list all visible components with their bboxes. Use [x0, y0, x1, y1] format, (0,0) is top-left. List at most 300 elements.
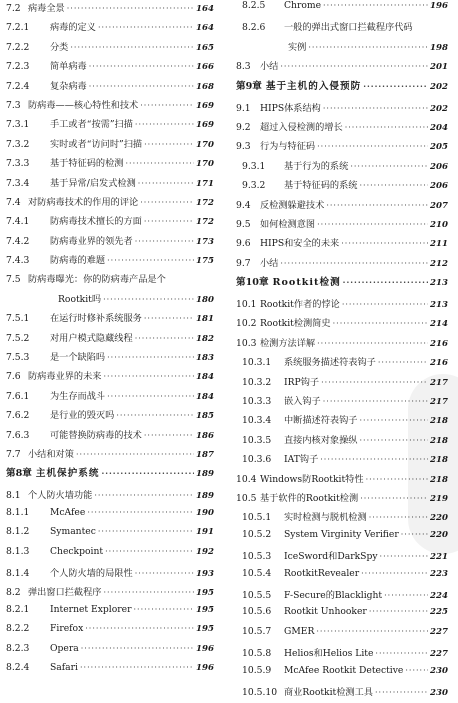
toc-entry-number: 10.4	[236, 473, 257, 485]
dot-leader	[375, 688, 428, 697]
toc-entry-number: 7.6.2	[6, 410, 30, 422]
toc-entry-title: 个人防火墙的局限性	[50, 567, 133, 579]
toc-entry	[6, 388, 214, 407]
toc-entry	[6, 58, 214, 77]
toc-entry-number: 9.3.1	[242, 160, 266, 172]
toc-entry	[6, 291, 214, 310]
toc-entry	[6, 565, 214, 584]
dot-leader	[94, 491, 194, 500]
toc-entry-title: 防病毒技术擅长的方面	[50, 216, 142, 228]
toc-left-column	[6, 0, 214, 681]
toc-entry-number: 10.5.3	[242, 551, 272, 563]
toc-entry-page-number: 164	[196, 23, 214, 34]
toc-entry-page-number: 220	[430, 513, 448, 524]
dot-leader	[103, 295, 194, 304]
toc-entry	[6, 136, 214, 155]
toc-entry-page-number: 206	[430, 181, 448, 192]
toc-entry-number: 7.4.2	[6, 235, 30, 247]
toc-entry-title: 在运行时修补系统服务	[50, 313, 142, 325]
toc-entry-title: 手工或者“按需”扫描	[50, 119, 133, 131]
toc-entry	[236, 587, 448, 606]
dot-leader	[326, 201, 428, 210]
toc-entry-page-number: 213	[430, 278, 448, 289]
dot-leader	[135, 237, 194, 246]
toc-entry	[236, 177, 448, 196]
toc-entry-page-number: 204	[430, 122, 448, 133]
toc-entry-number: 10.3.5	[242, 434, 272, 446]
toc-entry-number: 8.2.3	[6, 642, 30, 654]
toc-entry-title: 超过入侵检测的增长	[260, 121, 343, 133]
toc-entry-title: Helios和Helios Lite	[284, 648, 374, 660]
toc-entry-page-number: 227	[430, 649, 448, 660]
toc-entry-title: 反检测躲避技术	[260, 199, 325, 211]
toc-entry	[236, 197, 448, 216]
toc-entry-page-number: 185	[196, 411, 214, 422]
toc-entry-page-number: 181	[196, 314, 214, 325]
toc-entry	[236, 665, 448, 684]
toc-entry-title: GMER	[284, 625, 315, 637]
toc-entry-title: Rootkit吗	[58, 293, 102, 305]
dot-leader	[333, 319, 428, 328]
toc-entry-page-number: 206	[430, 161, 448, 172]
dot-leader	[144, 217, 194, 226]
toc-entry-number: 8.2	[6, 587, 21, 599]
toc-entry-page-number: 207	[430, 200, 448, 211]
toc-entry	[6, 368, 214, 387]
dot-leader	[323, 1, 428, 10]
toc-entry-page-number: 164	[196, 4, 214, 14]
toc-entry	[236, 19, 448, 38]
toc-entry-number: 10.5.4	[242, 567, 272, 579]
toc-entry-number: 7.2.3	[6, 61, 30, 73]
toc-entry-page-number: 173	[196, 236, 214, 247]
toc-entry-page-number: 184	[196, 372, 214, 383]
toc-entry-number: 7.7	[6, 448, 21, 460]
toc-entry	[236, 335, 448, 354]
toc-entry-title: 小结	[260, 257, 279, 269]
toc-entry-title: 是一个缺陷吗	[50, 352, 106, 364]
dot-leader	[384, 591, 428, 600]
toc-entry-number: 10.3.3	[242, 396, 272, 408]
toc-entry	[236, 606, 448, 625]
toc-entry	[6, 446, 214, 465]
toc-entry-page-number: 193	[196, 568, 214, 579]
toc-entry-title: 对用户模式隐藏线程	[50, 332, 133, 344]
toc-entry-page-number: 172	[196, 217, 214, 228]
toc-entry-page-number: 221	[430, 552, 448, 563]
toc-entry-number: 10.5.5	[242, 589, 272, 601]
toc-entry-number: 9.3	[236, 141, 251, 153]
dot-leader	[135, 569, 194, 578]
dot-leader	[135, 120, 194, 129]
toc-entry-page-number: 224	[430, 590, 448, 601]
toc-entry-number: 7.3.4	[6, 177, 30, 189]
toc-entry-page-number: 218	[430, 435, 448, 446]
toc-entry-title: Symantec	[50, 526, 96, 538]
toc-entry	[6, 623, 214, 642]
toc-entry-number: 9.2	[236, 121, 251, 133]
toc-entry-number: 9.5	[236, 218, 251, 230]
toc-entry	[6, 427, 214, 446]
toc-entry-page-number: 196	[430, 1, 448, 11]
toc-entry-title: 为生存而战斗	[50, 390, 106, 402]
toc-entry-title: 实时或者“访问时”扫描	[50, 138, 143, 150]
toc-entry-number: 9.4	[236, 199, 251, 211]
toc-entry-page-number: 182	[196, 333, 214, 344]
toc-entry-page-number: 198	[430, 42, 448, 53]
dot-leader	[341, 239, 428, 248]
toc-entry-page-number: 196	[196, 662, 214, 673]
toc-entry-page-number: 195	[196, 604, 214, 615]
toc-entry	[6, 526, 214, 545]
toc-entry-title: 主机保护系统	[35, 468, 100, 480]
toc-entry	[236, 548, 448, 567]
toc-entry	[6, 213, 214, 232]
toc-entry-title: 检测方法详解	[260, 337, 316, 349]
dot-leader	[369, 607, 428, 616]
toc-entry	[6, 546, 214, 565]
toc-entry-number: 7.5	[6, 274, 21, 286]
toc-entry-title: Chrome	[284, 0, 322, 11]
toc-entry-title: 防病毒的难题	[50, 255, 106, 267]
toc-entry	[6, 604, 214, 623]
toc-entry-number: 7.6.3	[6, 429, 30, 441]
toc-entry	[6, 19, 214, 38]
toc-entry	[6, 330, 214, 349]
toc-entry-number: 8.2.4	[6, 661, 30, 673]
toc-entry-page-number: 202	[430, 103, 448, 114]
toc-entry-number: 8.1	[6, 490, 21, 502]
dot-leader	[280, 259, 428, 268]
toc-entry-number: 7.5.1	[6, 313, 30, 325]
toc-entry-title: 对防病毒技术的作用的评论	[28, 196, 139, 208]
toc-entry	[6, 310, 214, 329]
dot-leader	[350, 162, 428, 171]
dot-leader	[321, 378, 428, 387]
toc-entry-page-number: 202	[430, 81, 448, 92]
toc-entry-title: 复杂病毒	[50, 80, 87, 92]
dot-leader	[360, 181, 429, 190]
toc-entry	[6, 175, 214, 194]
toc-entry-title: 商业Rootkit检测工具	[284, 686, 373, 698]
toc-entry-number: 8.2.1	[6, 603, 30, 615]
toc-entry-page-number: 227	[430, 626, 448, 637]
toc-entry-page-number: 225	[430, 607, 448, 618]
toc-entry-number: 8.3	[236, 61, 251, 73]
toc-entry-page-number: 170	[196, 159, 214, 170]
toc-entry-number: 10.5.6	[242, 606, 272, 618]
toc-entry-number: 10.3.6	[242, 454, 272, 466]
toc-entry	[6, 407, 214, 426]
toc-entry-page-number: 217	[430, 377, 448, 388]
toc-entry-number: 10.5.8	[242, 648, 272, 660]
toc-entry-page-number: 218	[430, 455, 448, 466]
dot-leader	[380, 552, 429, 561]
toc-entry	[236, 626, 448, 645]
toc-entry-title: 防病毒曝光：你的防病毒产品是个	[28, 274, 166, 286]
toc-entry-number: 10.3	[236, 337, 257, 349]
toc-entry-page-number: 172	[196, 197, 214, 208]
dot-leader	[101, 468, 194, 478]
toc-entry-title: 直接内核对象操纵	[284, 434, 358, 446]
dot-leader	[361, 569, 428, 578]
toc-entry-number: 8.1.4	[6, 567, 30, 579]
toc-entry	[236, 58, 448, 77]
toc-entry-title: 弹出窗口拦截程序	[28, 587, 102, 599]
toc-entry-number: 8.2.6	[242, 22, 266, 34]
toc-entry-number: 10.5.9	[242, 664, 272, 676]
toc-entry-page-number: 171	[196, 178, 214, 189]
dot-leader	[308, 43, 428, 52]
toc-entry	[236, 138, 448, 157]
toc-entry-number: 8.2.2	[6, 623, 30, 635]
toc-entry-number: 第10章	[236, 277, 269, 289]
toc-entry-page-number: 218	[430, 416, 448, 427]
toc-entry-title: HIPS体系结构	[260, 102, 321, 114]
toc-entry-page-number: 180	[196, 294, 214, 305]
toc-entry-page-number: 212	[430, 258, 448, 269]
toc-entry-title: McAfee Rootkit Detective	[284, 664, 404, 676]
toc-entry-number: 8.2.5	[242, 0, 266, 11]
toc-entry	[6, 252, 214, 271]
toc-entry-page-number: 192	[196, 546, 214, 557]
toc-entry-title: 一般的弹出式窗口拦截程序代码	[284, 22, 413, 34]
dot-leader	[89, 62, 194, 71]
toc-entry-title: 嵌入钩子	[284, 396, 321, 408]
toc-chapter-entry	[6, 465, 214, 487]
dot-leader	[89, 82, 194, 91]
toc-entry-number: 8.1.1	[6, 506, 30, 518]
toc-entry-number: 7.4	[6, 196, 21, 208]
dot-leader	[363, 81, 428, 91]
toc-entry	[6, 116, 214, 135]
dot-leader	[126, 159, 195, 168]
toc-entry	[236, 684, 448, 703]
toc-entry-page-number: 175	[196, 256, 214, 267]
toc-entry-page-number: 211	[430, 239, 448, 250]
toc-entry-page-number: 191	[196, 527, 214, 538]
toc-entry-number: 9.3.2	[242, 180, 266, 192]
dot-leader	[343, 277, 428, 287]
toc-entry	[6, 155, 214, 174]
toc-entry-title: System Virginity Verifier	[284, 528, 399, 540]
toc-entry	[6, 78, 214, 97]
toc-entry-title: 基于软件的Rootkit检测	[260, 492, 359, 504]
toc-entry	[236, 255, 448, 274]
dot-leader	[85, 624, 194, 633]
toc-entry	[6, 584, 214, 603]
toc-entry	[6, 662, 214, 681]
toc-entry-title: 简单病毒	[50, 61, 87, 73]
dot-leader	[323, 104, 428, 113]
toc-entry-title: Windows防Rootkit特性	[260, 473, 364, 485]
toc-entry-title: IceSword和DarkSpy	[284, 551, 378, 563]
dot-leader	[345, 123, 428, 132]
toc-entry-title: 可能替换防病毒的技术	[50, 429, 142, 441]
toc-entry	[6, 271, 214, 290]
toc-entry	[236, 645, 448, 664]
toc-entry-title: RootkitRevealer	[284, 567, 360, 579]
toc-entry-title: 中断描述符表钩子	[284, 415, 358, 427]
dot-leader	[317, 339, 428, 348]
toc-entry-title: 基于主机的入侵预防	[265, 80, 362, 92]
toc-entry-title: Checkpoint	[50, 545, 104, 557]
dot-leader	[140, 101, 194, 110]
toc-entry	[6, 97, 214, 116]
toc-entry-title: Rootkit检测简史	[260, 318, 331, 330]
toc-entry-number: 10.2	[236, 318, 257, 330]
toc-entry-title: Safari	[50, 661, 78, 673]
toc-entry-title: 实时检测与脱机检测	[284, 512, 367, 524]
dot-leader	[375, 649, 428, 658]
toc-entry-number: 8.1.2	[6, 526, 30, 538]
toc-entry-number: 第9章	[236, 80, 262, 92]
dot-leader	[70, 43, 194, 52]
toc-entry	[6, 0, 214, 19]
toc-entry-page-number: 183	[196, 353, 214, 364]
toc-entry-page-number: 219	[430, 493, 448, 504]
toc-entry-title: Internet Explorer	[50, 603, 132, 615]
toc-entry	[236, 0, 448, 19]
toc-entry-page-number: 223	[430, 568, 448, 579]
dot-leader	[81, 644, 194, 653]
toc-entry-number: 7.6.1	[6, 390, 30, 402]
dot-leader	[378, 358, 428, 367]
toc-entry-page-number: 201	[430, 62, 448, 73]
dot-leader	[144, 431, 194, 440]
dot-leader	[317, 220, 428, 229]
toc-entry	[236, 568, 448, 587]
dot-leader	[80, 663, 194, 672]
toc-entry-page-number: 166	[196, 62, 214, 73]
toc-entry-number: 7.5.3	[6, 352, 30, 364]
toc-entry-title: 防病毒业界的领先者	[50, 235, 133, 247]
toc-entry-number: 7.2.2	[6, 41, 30, 53]
dot-leader	[76, 450, 194, 459]
toc-entry	[236, 100, 448, 119]
toc-entry	[6, 39, 214, 58]
dot-leader	[107, 392, 194, 401]
toc-entry-number: 10.5.2	[242, 528, 272, 540]
toc-entry-number: 7.2	[6, 3, 21, 14]
toc-entry-number: 7.3	[6, 99, 21, 111]
toc-entry-number: 10.3.4	[242, 415, 272, 427]
dot-leader	[116, 411, 194, 420]
dot-leader	[134, 605, 195, 614]
dot-leader	[104, 588, 195, 597]
toc-entry-number: 10.3.2	[242, 376, 272, 388]
toc-entry-page-number: 190	[196, 507, 214, 518]
toc-entry-number: 9.7	[236, 257, 251, 269]
toc-entry-title: 防病毒业界的未来	[28, 371, 102, 383]
toc-entry-number: 10.1	[236, 299, 257, 311]
toc-entry-title: F-Secure的Blacklight	[284, 589, 383, 601]
toc-entry-number: 7.4.1	[6, 216, 30, 228]
dot-leader	[144, 140, 194, 149]
toc-entry-title: 基于异常/启发式检测	[50, 177, 136, 189]
toc-entry-title: Firefox	[50, 623, 84, 635]
toc-entry-page-number: 169	[196, 120, 214, 131]
toc-entry-page-number: 213	[430, 300, 448, 311]
toc-entry-title: 基于行为的系统	[284, 160, 349, 172]
toc-entry	[236, 119, 448, 138]
toc-entry-number: 7.3.2	[6, 138, 30, 150]
toc-entry	[6, 349, 214, 368]
watermark-decoration	[408, 374, 458, 554]
toc-entry	[236, 235, 448, 254]
toc-entry-page-number: 165	[196, 42, 214, 53]
toc-entry-page-number: 230	[430, 687, 448, 698]
dot-leader	[87, 508, 194, 517]
toc-entry-page-number: 168	[196, 81, 214, 92]
toc-chapter-entry	[236, 78, 448, 100]
toc-entry-number: 7.6	[6, 371, 21, 383]
dot-leader	[67, 4, 194, 13]
dot-leader	[107, 256, 194, 265]
toc-entry	[236, 296, 448, 315]
dot-leader	[98, 527, 194, 536]
toc-entry-title: 病毒全景	[28, 3, 65, 14]
toc-entry	[236, 354, 448, 373]
toc-entry-title: 病毒的定义	[50, 22, 96, 34]
dot-leader	[140, 198, 194, 207]
toc-entry-number: 10.5.10	[242, 686, 278, 698]
toc-entry	[236, 216, 448, 235]
toc-entry-title: HIPS和安全的未来	[260, 238, 340, 250]
toc-entry-number: 7.2.1	[6, 22, 30, 34]
toc-entry-page-number: 169	[196, 100, 214, 111]
toc-entry	[236, 315, 448, 334]
toc-entry-page-number: 230	[430, 665, 448, 676]
toc-entry-title: 小结	[260, 61, 279, 73]
toc-entry-page-number: 214	[430, 319, 448, 330]
toc-entry-title: 行为与特征码	[260, 141, 316, 153]
toc-entry-page-number: 184	[196, 391, 214, 402]
dot-leader	[104, 372, 195, 381]
toc-entry-number: 7.4.3	[6, 255, 30, 267]
toc-entry-number: 10.5	[236, 492, 257, 504]
toc-entry-title: 是行业的毁灭吗	[50, 410, 115, 422]
dot-leader	[342, 300, 428, 309]
toc-entry-title: IRP钩子	[284, 376, 320, 388]
toc-entry-number: 第8章	[6, 468, 32, 480]
toc-entry-page-number: 220	[430, 529, 448, 540]
toc-entry-title: 系统服务描述符表钩子	[284, 357, 376, 369]
toc-entry-page-number: 216	[430, 338, 448, 349]
dot-leader	[317, 142, 428, 151]
toc-entry-number: 9.1	[236, 102, 251, 114]
dot-leader	[105, 547, 194, 556]
toc-entry-number: 9.6	[236, 238, 251, 250]
toc-entry-title: Opera	[50, 642, 79, 654]
toc-entry-page-number: 205	[430, 142, 448, 153]
toc-entry-title: Rootkit检测	[272, 277, 341, 289]
toc-entry-title: Rootkit Unhooker	[284, 606, 367, 618]
toc-entry-number: 10.5.7	[242, 625, 272, 637]
toc-entry-page-number: 216	[430, 358, 448, 369]
dot-leader	[107, 353, 194, 362]
dot-leader	[138, 179, 194, 188]
dot-leader	[135, 334, 194, 343]
toc-entry-title: 基于特征码的系统	[284, 180, 358, 192]
toc-entry	[6, 487, 214, 506]
toc-entry-number: 7.5.2	[6, 332, 30, 344]
toc-entry-page-number: 189	[196, 469, 214, 480]
toc-entry-title: 小结和对策	[28, 448, 74, 460]
dot-leader	[280, 62, 428, 71]
toc-entry-title: IAT钩子	[284, 454, 319, 466]
toc-entry	[6, 643, 214, 662]
